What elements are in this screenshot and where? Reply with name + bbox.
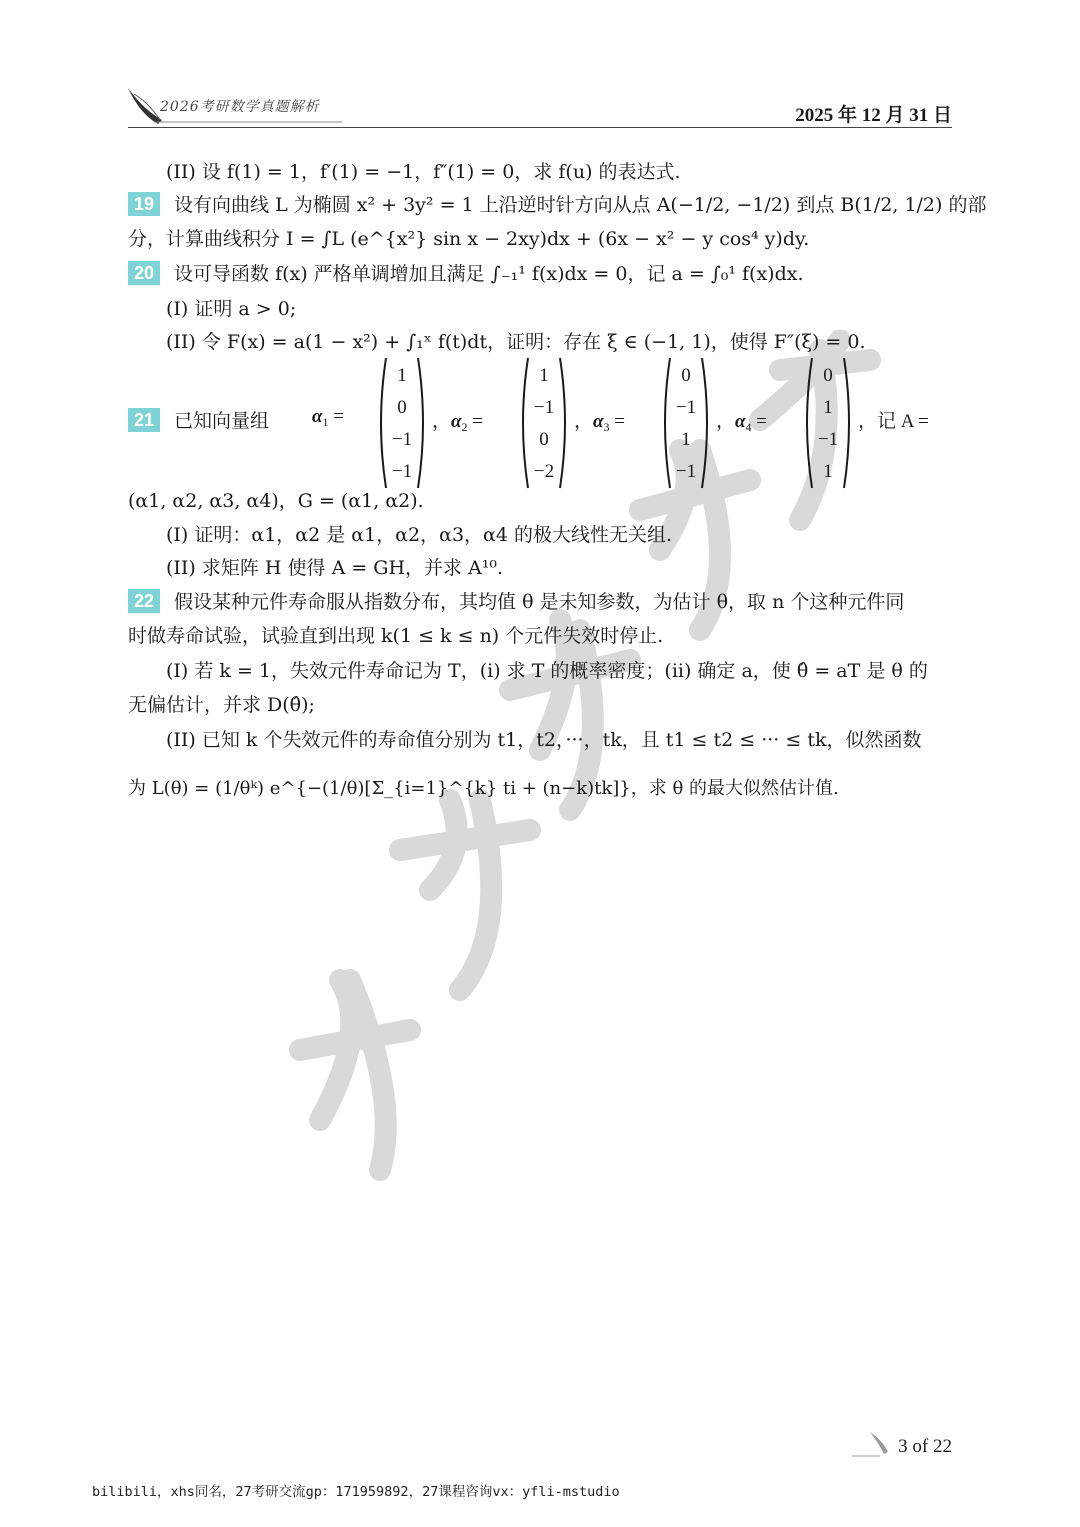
alpha3-label: ，$\alpha_3$ = bbox=[574, 411, 625, 434]
q21-line2: (α1, α2, α3, α4)，G = (α1, α2). bbox=[128, 490, 424, 512]
q21-stem-suffix: ，记 A = bbox=[858, 411, 929, 432]
vector-alpha4 bbox=[800, 356, 856, 490]
q22-part1a: (I) 若 k = 1，失效元件寿命记为 T，(i) 求 T 的概率密度；(ii) 确定 a，使 θ̂ = aT 是 θ 的 bbox=[166, 660, 928, 682]
q22-line2: 时做寿命试验，试验直到出现 k(1 ≤ k ≤ n) 个元件失效时停止. bbox=[128, 625, 664, 647]
q19-line2: 分，计算曲线积分 I = ∫L (e^{x²} sin x − 2xy)dx + (6x − x² − y cos⁴ y)dy. bbox=[128, 228, 810, 250]
q22-part2a: (II) 已知 k 个失效元件的寿命值分别为 t1，t2，···，tk，且 t1 ≤ t2 ≤ ··· ≤ tk，似然函数 bbox=[166, 729, 922, 751]
q20-stem: 设可导函数 f(x) 严格单调增加且满足 ∫₋₁¹ f(x)dx = 0，记 a = ∫₀¹ f(x)dx. bbox=[174, 263, 804, 285]
vector-alpha2-entries: 1 −1 0 −2 bbox=[533, 365, 555, 482]
header-rule bbox=[128, 127, 952, 128]
q22-part2b: 为 L(θ) = (1/θᵏ) e^{−(1/θ)[Σ_{i=1}^{k} ti + (n−k)tk]}，求 θ 的最大似然估计值. bbox=[128, 778, 839, 799]
q22-part1b: 无偏估计，并求 D(θ̂); bbox=[128, 694, 315, 716]
feather-quill-icon bbox=[850, 1430, 894, 1460]
alpha1-label: $\alpha_1$ = bbox=[312, 406, 344, 429]
question-number-22: 22 bbox=[128, 589, 160, 613]
vector-alpha2 bbox=[516, 356, 572, 490]
vector-alpha3 bbox=[658, 356, 714, 490]
q19-line1 bbox=[128, 190, 987, 220]
q20-part2: (II) 令 F(x) = a(1 − x²) + ∫₁ˣ f(t)dt，证明：存在 ξ ∈ (−1, 1)，使得 F″(ξ) = 0. bbox=[166, 331, 866, 353]
header-date: 2025 年 12 月 31 日 bbox=[795, 105, 952, 126]
q21-stem-prefix: 已知向量组 bbox=[174, 410, 270, 432]
q21-part1: (I) 证明：α1，α2 是 α1，α2，α3，α4 的极大线性无关组. bbox=[166, 524, 673, 546]
header-logo-text: 2026考研数学真题解析 bbox=[160, 99, 320, 115]
page-number: 3 of 22 bbox=[898, 1436, 952, 1457]
q21-stem bbox=[128, 406, 269, 436]
alpha2-label: ，$\alpha_2$ = bbox=[432, 411, 483, 434]
vector-alpha4-entries: 0 1 −1 1 bbox=[817, 365, 839, 482]
question-number-19: 19 bbox=[128, 192, 160, 216]
q20-part1: (I) 证明 a > 0; bbox=[166, 298, 297, 320]
vector-alpha1 bbox=[374, 356, 430, 490]
q20-line1 bbox=[128, 259, 952, 289]
q22-text-1: 假设某种元件寿命服从指数分布，其均值 θ 是未知参数，为估计 θ，取 n 个这种元件同 bbox=[174, 591, 905, 613]
question-number-20: 20 bbox=[128, 261, 160, 285]
q19-text-1: 设有向曲线 L 为椭圆 x² + 3y² = 1 上沿逆时针方向从点 A(−1/2, −1/2) 到点 B(1/2, 1/2) 的部 bbox=[174, 194, 987, 216]
vector-alpha3-entries: 0 −1 1 −1 bbox=[675, 365, 697, 482]
footer-note: bilibili，xhs同名，27考研交流gp：171959892，27课程咨询vx：yfli-mstudio bbox=[92, 1484, 620, 1500]
alpha4-label: ，$\alpha_4$ = bbox=[716, 411, 767, 434]
q18-part2: (II) 设 f(1) = 1，f′(1) = −1，f″(1) = 0，求 f(u) 的表达式. bbox=[166, 161, 681, 183]
question-number-21: 21 bbox=[128, 408, 160, 432]
q21-part2: (II) 求矩阵 H 使得 A = GH，并求 A¹⁰. bbox=[166, 557, 504, 579]
vector-alpha1-entries: 1 0 −1 −1 bbox=[391, 365, 413, 482]
q22-line1 bbox=[128, 587, 952, 617]
